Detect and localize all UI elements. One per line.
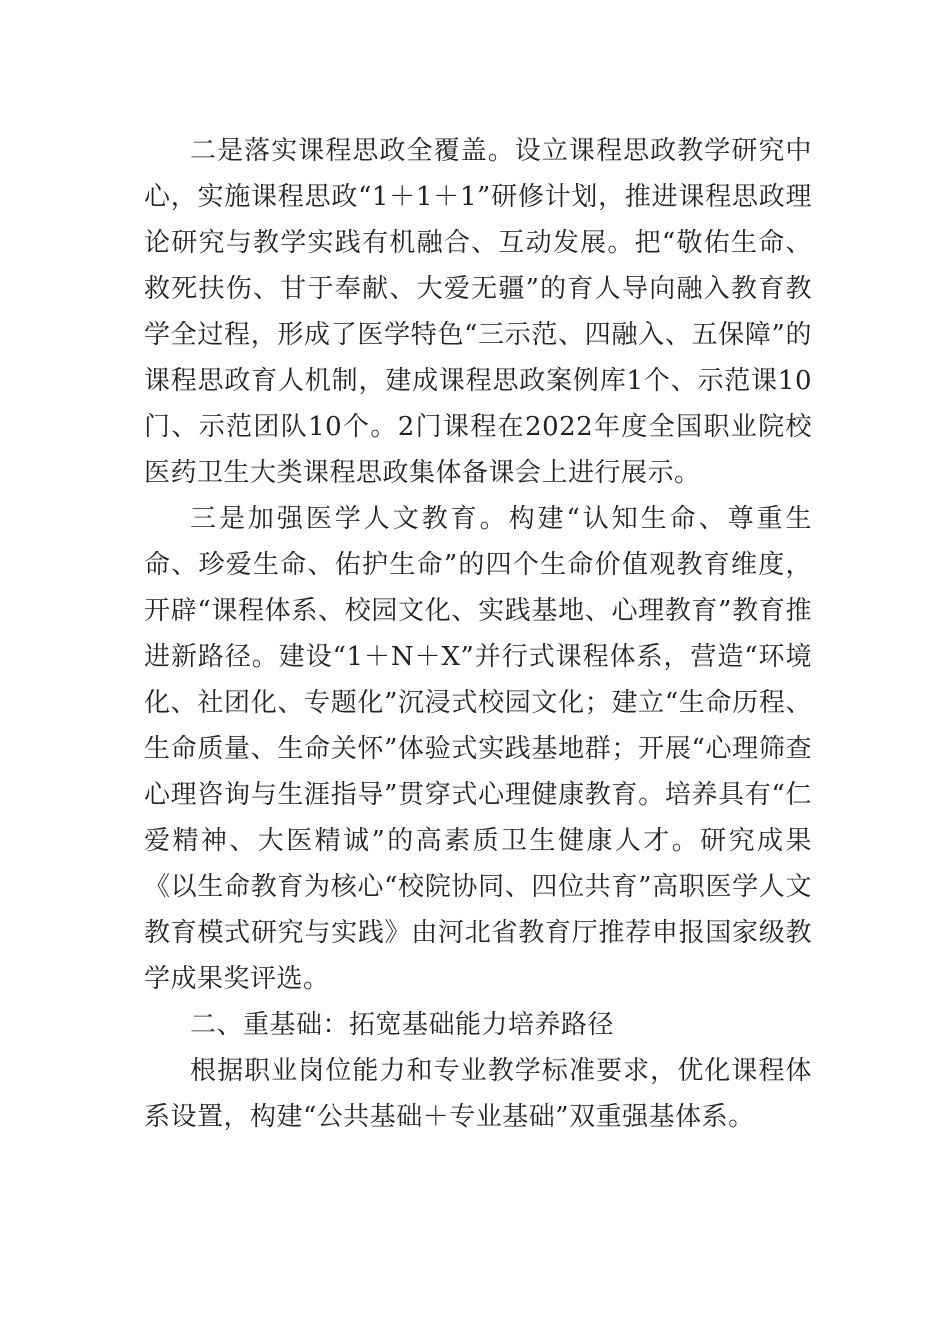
paragraph-foundation: 根据职业岗位能力和专业教学标准要求，优化课程体系设置，构建“公共基础＋专业基础”双重强基体系。 (144, 1056, 812, 1132)
document-body (144, 128, 812, 1140)
paragraph-course-ideology: 二是落实课程思政全覆盖。设立课程思政教学研究中心，实施课程思政“1＋1＋1”研修计划，推进课程思政理论研究与教学实践有机融合、互动发展。把“敬佑生命、救死扶伤、甘于奉献、大爱无疆”的育人导向融入教育教学全过程，形成了医学特色“三示范、四融入、五保障”的课程思政育人机制，建成课程思政案例库1个、示范课10门、示范团队10个。2门课程在2022年度全国职业院校医药卫生大类课程思政集体备课会上进行展示。 (144, 136, 812, 488)
section-heading: 二、重基础：拓宽基础能力培养路径 (190, 1010, 615, 1040)
paragraph-humanities-education: 三是加强医学人文教育。构建“认知生命、尊重生命、珍爱生命、佑护生命”的四个生命价值观教育维度，开辟“课程体系、校园文化、实践基地、心理教育”教育推进新路径。建设“1＋N＋X”并行式课程体系，营造“环境化、社团化、专题化”沉浸式校园文化；建立“生命历程、生命质量、生命关怀”体验式实践基地群；开展“心理筛查心理咨询与生涯指导”贯穿式心理健康教育。培养具有“仁爱精神、大医精诚”的高素质卫生健康人才。研究成果《以生命教育为核心“校院协同、四位共育”高职医学人文教育模式研究与实践》由河北省教育厅推荐申报国家级教学成果奖评选。 (144, 504, 812, 994)
